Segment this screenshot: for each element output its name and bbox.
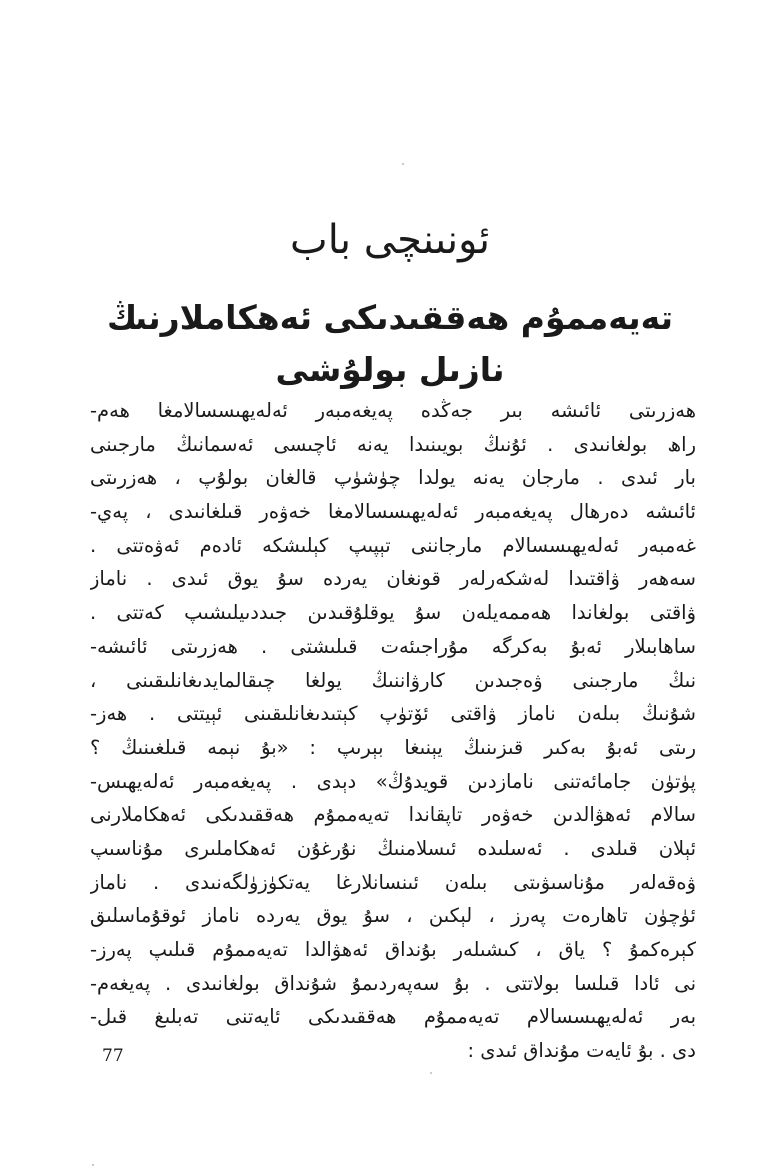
body-line: بەر ئەلەيھىسسالام تەيەممۇم ھەققىدىكى ئايەتنى تەبلىغ قىل- bbox=[90, 1005, 696, 1029]
body-text bbox=[90, 394, 696, 1068]
body-line: ۋاقتى بولغاندا ھەممەيلەن سۇ يوقلۇقىدىن جىددىيلىشىپ كەتتى . bbox=[90, 601, 696, 625]
paper-speck bbox=[430, 1072, 432, 1074]
chapter-title: ئونىنچى باب bbox=[290, 217, 490, 263]
page-number: 77 bbox=[102, 1046, 124, 1066]
section-title-line-2: نازىل بولۇشى bbox=[275, 350, 505, 389]
body-line: سالام ئەھۋالدىن خەۋەر تاپقاندا تەيەممۇم ھەققىدىكى ئەھكاملارنى bbox=[90, 803, 696, 827]
body-line: ساھابىلار ئەبۇ بەكرگە مۇراجىئەت قىلىشتى . ھەزرىتى ئائىشە- bbox=[90, 634, 696, 658]
body-line: رىتى ئەبۇ بەكىر قىزىنىڭ يېنىغا بېرىپ : «بۇ نېمە قىلغىنىڭ ؟ bbox=[90, 735, 696, 759]
body-line: پۈتۈن جامائەتنى نامازدىن قويدۇڭ» دېدى . پەيغەمبەر ئەلەيھىس- bbox=[90, 769, 696, 793]
paper-speck bbox=[92, 1164, 94, 1166]
body-line: ھەزرىتى ئائىشە بىر جەڭدە پەيغەمبەر ئەلەيھىسسالامغا ھەم- bbox=[90, 399, 696, 422]
body-line: غەمبەر ئەلەيھىسسالام مارجاننى تېپىپ كېلىشكە ئادەم ئەۋەتتى . bbox=[90, 533, 696, 557]
body-line: نى ئادا قىلسا بولاتتى . بۇ سەپەردىمۇ شۇنداق بولغانىدى . پەيغەم- bbox=[90, 971, 696, 995]
body-line: دى . بۇ ئايەت مۇنداق ئىدى : bbox=[467, 1039, 696, 1063]
body-line: ئۈچۈن تاھارەت پەرز ، لېكىن ، سۇ يوق يەردە ناماز ئوقۇماسلىق bbox=[90, 904, 696, 928]
body-line: كېرەكمۇ ؟ ياق ، كىشىلەر بۇنداق ئەھۋالدا تەيەممۇم قىلىپ پەرز- bbox=[90, 938, 696, 961]
body-line: ۋەقەلەر مۇناسىۋىتى بىلەن ئىنسانلارغا يەتكۈزۈلگەنىدى . ناماز bbox=[90, 870, 696, 894]
body-line: ئائىشە دەرھال پەيغەمبەر ئەلەيھىسسالامغا خەۋەر قىلغانىدى ، پەي- bbox=[90, 500, 696, 524]
body-line: سەھەر ۋاقتىدا لەشكەرلەر قونغان يەردە سۇ يوق ئىدى . ناماز bbox=[90, 567, 696, 591]
section-title bbox=[80, 292, 700, 396]
body-line: شۇنىڭ بىلەن ناماز ۋاقتى ئۆتۈپ كېتىدىغانلىقىنى ئېيتتى . ھەز- bbox=[90, 702, 696, 726]
section-title-line-1: تەيەممۇم ھەققىدىكى ئەھكاملارنىڭ bbox=[107, 298, 673, 337]
paper-speck bbox=[402, 163, 404, 165]
body-line: ئېلان قىلدى . ئەسلىدە ئىسلامنىڭ نۇرغۇن ئەھكاملىرى مۇناسىپ bbox=[90, 836, 696, 860]
body-line: بار ئىدى . مارجان يەنە يولدا چۈشۈپ قالغان بولۇپ ، ھەزرىتى bbox=[90, 466, 696, 490]
body-line: راھ بولغانىدى . ئۇنىڭ بويىنىدا يەنە ئاچىسى ئەسمانىڭ مارجىنى bbox=[90, 432, 696, 456]
body-line: نىڭ مارجىنى ۋەجىدىن كارۋاننىڭ يولغا چىقالمايدىغانلىقىنى ، bbox=[90, 668, 696, 692]
